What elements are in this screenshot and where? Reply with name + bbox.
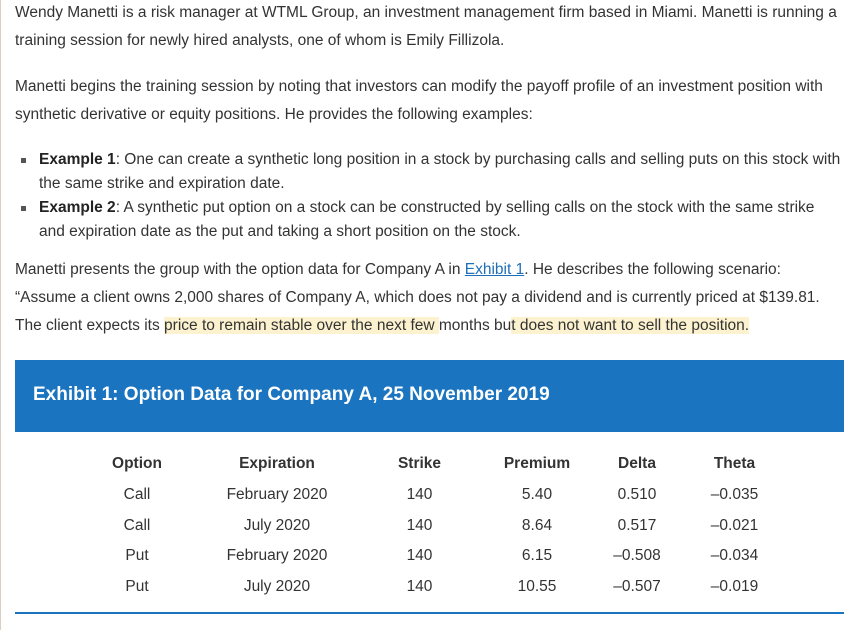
table-cell: –0.508 bbox=[613, 547, 661, 565]
table-row bbox=[72, 480, 782, 511]
table-cell: 140 bbox=[406, 577, 433, 595]
column-header: Strike bbox=[397, 455, 442, 472]
table-bottom-rule bbox=[15, 612, 844, 614]
intro-paragraph: Wendy Manetti is a risk manager at WTML Group, an investment management firm based in Miami. Manetti is running a training session for newly hired analysts, one of whom is Emily Fillizola. bbox=[15, 4, 837, 49]
highlighted-text: t does not want to sell the position. bbox=[511, 317, 750, 334]
list-item bbox=[15, 196, 843, 244]
examples-list bbox=[15, 148, 843, 244]
exhibit-link[interactable]: Exhibit 1 bbox=[464, 261, 525, 278]
table-header-row bbox=[72, 448, 782, 480]
column-header: Option bbox=[112, 455, 162, 472]
option-data-table bbox=[72, 448, 782, 602]
table-cell: –0.507 bbox=[613, 577, 661, 595]
table-row bbox=[72, 541, 782, 572]
table-cell: July 2020 bbox=[243, 577, 311, 595]
table-row bbox=[72, 572, 782, 603]
list-item bbox=[15, 148, 843, 196]
table-cell: 10.55 bbox=[517, 577, 557, 595]
table-cell: 5.40 bbox=[521, 486, 553, 504]
column-header: Theta bbox=[713, 455, 756, 472]
square-bullet-icon bbox=[21, 158, 26, 163]
table-cell: Call bbox=[123, 486, 151, 504]
table-cell: 140 bbox=[406, 486, 433, 504]
table-cell: July 2020 bbox=[243, 516, 311, 534]
example-text: : One can create a synthetic long position in a stock by purchasing calls and selling puts on this stock with the same strike and expiration date. bbox=[39, 151, 841, 192]
table-cell: Put bbox=[125, 547, 149, 565]
column-header: Expiration bbox=[239, 455, 315, 472]
column-header: Delta bbox=[618, 455, 656, 472]
table-cell: –0.019 bbox=[710, 577, 759, 595]
exhibit-banner bbox=[15, 360, 844, 432]
table-cell: February 2020 bbox=[226, 486, 328, 504]
scenario-text: months bu bbox=[438, 317, 512, 334]
table-cell: 8.64 bbox=[521, 516, 553, 534]
table-cell: February 2020 bbox=[226, 547, 328, 565]
setup-paragraph: Manetti begins the training session by noting that investors can modify the payoff profile of an investment position with synthetic derivative or equity positions. He provides the following examples: bbox=[15, 78, 823, 123]
table-cell: –0.034 bbox=[710, 547, 759, 565]
example-label: Example 1 bbox=[39, 151, 116, 168]
example-label: Example 2 bbox=[39, 199, 116, 216]
table-cell: 0.517 bbox=[617, 516, 657, 534]
table-cell: Put bbox=[125, 577, 149, 595]
scenario-text: . He describes the following scenario: “Assume a client owns 2,000 shares of Company A, which does not pay a dividend and is currently priced at $139.81. The client expects its bbox=[15, 261, 820, 334]
table-cell: –0.035 bbox=[710, 486, 759, 504]
example-text: : A synthetic put option on a stock can be constructed by selling calls on the stock with the same strike and expiration date as the put and taking a short position on the stock. bbox=[39, 199, 815, 240]
column-header: Premium bbox=[503, 455, 571, 472]
square-bullet-icon bbox=[21, 206, 26, 211]
table-cell: –0.021 bbox=[710, 516, 759, 534]
table-cell: 6.15 bbox=[521, 547, 553, 565]
table-cell: 0.510 bbox=[617, 486, 657, 504]
scenario-paragraph bbox=[15, 256, 843, 340]
highlighted-text: price to remain stable over the next few bbox=[164, 317, 439, 334]
table-row bbox=[72, 511, 782, 542]
table-cell: 140 bbox=[406, 547, 433, 565]
table-cell: Call bbox=[123, 516, 151, 534]
table-cell: 140 bbox=[406, 516, 433, 534]
exhibit-title: Exhibit 1: Option Data for Company A, 25 November 2019 bbox=[33, 384, 550, 405]
scenario-text: Manetti presents the group with the option data for Company A in bbox=[15, 261, 465, 278]
